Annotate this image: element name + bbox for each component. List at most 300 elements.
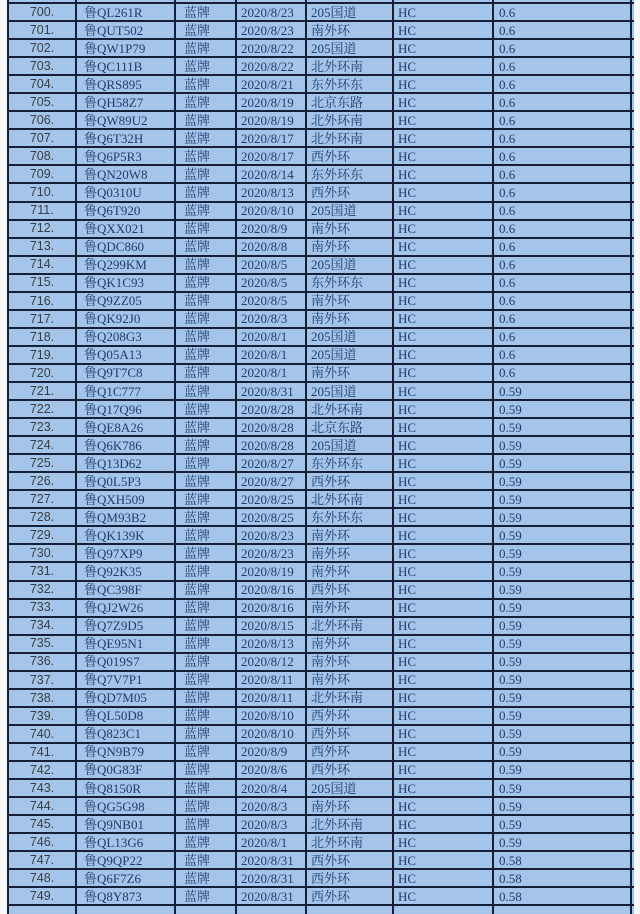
plate-number-cell: 鲁QC111B	[77, 58, 176, 74]
table-row	[9, 582, 634, 600]
pollutant-cell: HC	[394, 275, 494, 291]
date-cell	[237, 906, 307, 914]
plate-number-cell: 鲁QN20W8	[77, 166, 176, 182]
table-row	[9, 401, 634, 419]
value-cell: 0.59	[494, 419, 632, 435]
pollutant-cell: HC	[394, 239, 494, 255]
date-cell: 2020/8/22	[237, 58, 307, 74]
value-cell: 0.59	[494, 473, 632, 489]
date-cell: 2020/8/16	[237, 582, 307, 598]
row-index-cell: 747.	[9, 852, 77, 868]
value-cell: 0.59	[494, 762, 632, 778]
table-row	[9, 383, 634, 401]
pollutant-cell: HC	[394, 582, 494, 598]
plate-type-cell: 蓝牌	[176, 834, 237, 850]
plate-type-cell: 蓝牌	[176, 473, 237, 489]
value-cell: 0.6	[494, 347, 632, 363]
plate-number-cell: 鲁QE95N1	[77, 636, 176, 652]
road-cell: 南外环	[307, 563, 394, 579]
plate-number-cell: 鲁Q823C1	[77, 726, 176, 742]
pollutant-cell: HC	[394, 726, 494, 742]
road-cell: 东外环东	[307, 275, 394, 291]
row-index-cell: 715.	[9, 275, 77, 291]
value-cell: 0.6	[494, 329, 632, 345]
road-cell: 南外环	[307, 221, 394, 237]
pollutant-cell	[394, 0, 494, 2]
date-cell: 2020/8/5	[237, 293, 307, 309]
date-cell: 2020/8/27	[237, 455, 307, 471]
plate-number-cell: 鲁Q6F7Z6	[77, 870, 176, 886]
row-index-cell: 708.	[9, 148, 77, 164]
table-row	[9, 329, 634, 347]
plate-number-cell: 鲁Q9NB01	[77, 816, 176, 832]
road-cell: 南外环	[307, 293, 394, 309]
plate-number-cell	[77, 906, 176, 914]
road-cell: 205国道	[307, 329, 394, 345]
row-index-cell: 703.	[9, 58, 77, 74]
table-row	[9, 257, 634, 275]
value-cell: 0.59	[494, 834, 632, 850]
road-cell: 南外环	[307, 545, 394, 561]
date-cell: 2020/8/25	[237, 491, 307, 507]
row-index-cell: 724.	[9, 437, 77, 453]
row-index-cell: 722.	[9, 401, 77, 417]
road-cell: 西外环	[307, 762, 394, 778]
date-cell: 2020/8/28	[237, 419, 307, 435]
road-cell: 205国道	[307, 40, 394, 56]
date-cell: 2020/8/19	[237, 563, 307, 579]
road-cell: 205国道	[307, 780, 394, 796]
road-cell: 东外环东	[307, 509, 394, 525]
date-cell: 2020/8/14	[237, 166, 307, 182]
table-row	[9, 419, 634, 437]
date-cell: 2020/8/13	[237, 636, 307, 652]
value-cell: 0.59	[494, 672, 632, 688]
row-index-cell: 706.	[9, 112, 77, 128]
row-index-cell: 709.	[9, 166, 77, 182]
data-table	[7, 0, 634, 914]
plate-type-cell: 蓝牌	[176, 437, 237, 453]
pollutant-cell: HC	[394, 491, 494, 507]
plate-type-cell: 蓝牌	[176, 726, 237, 742]
pollutant-cell	[394, 906, 494, 914]
date-cell: 2020/8/21	[237, 76, 307, 92]
plate-type-cell: 蓝牌	[176, 347, 237, 363]
plate-type-cell: 蓝牌	[176, 672, 237, 688]
plate-type-cell: 蓝牌	[176, 22, 237, 38]
row-index-cell	[9, 906, 77, 914]
table-row	[9, 112, 634, 130]
table-row	[9, 58, 634, 76]
road-cell: 北外环南	[307, 401, 394, 417]
road-cell: 205国道	[307, 257, 394, 273]
plate-number-cell: 鲁QH58Z7	[77, 94, 176, 110]
date-cell: 2020/8/10	[237, 726, 307, 742]
value-cell: 0.59	[494, 401, 632, 417]
plate-type-cell: 蓝牌	[176, 852, 237, 868]
row-index-cell: 735.	[9, 636, 77, 652]
pollutant-cell: HC	[394, 852, 494, 868]
pollutant-cell: HC	[394, 130, 494, 146]
value-cell: 0.6	[494, 112, 632, 128]
pollutant-cell: HC	[394, 383, 494, 399]
row-index-cell: 714.	[9, 257, 77, 273]
table-row	[9, 600, 634, 618]
table-row	[9, 744, 634, 762]
table-row	[9, 563, 634, 581]
plate-number-cell: 鲁Q0310U	[77, 184, 176, 200]
plate-number-cell: 鲁QN9B79	[77, 744, 176, 760]
pollutant-cell: HC	[394, 888, 494, 904]
value-cell: 0.6	[494, 239, 632, 255]
row-index-cell: 749.	[9, 888, 77, 904]
plate-type-cell: 蓝牌	[176, 112, 237, 128]
value-cell: 0.59	[494, 780, 632, 796]
plate-type-cell: 蓝牌	[176, 762, 237, 778]
value-cell: 0.59	[494, 563, 632, 579]
table-row	[9, 166, 634, 184]
row-index-cell: 746.	[9, 834, 77, 850]
value-cell: 0.58	[494, 888, 632, 904]
road-cell	[307, 0, 394, 2]
pollutant-cell: HC	[394, 401, 494, 417]
plate-type-cell: 蓝牌	[176, 708, 237, 724]
pollutant-cell: HC	[394, 347, 494, 363]
plate-number-cell	[77, 0, 176, 2]
table-row	[9, 708, 634, 726]
row-index-cell: 718.	[9, 329, 77, 345]
road-cell: 北外环南	[307, 58, 394, 74]
road-cell: 北外环南	[307, 491, 394, 507]
road-cell: 西外环	[307, 888, 394, 904]
date-cell: 2020/8/3	[237, 816, 307, 832]
value-cell: 0.59	[494, 600, 632, 616]
pollutant-cell: HC	[394, 672, 494, 688]
road-cell: 南外环	[307, 654, 394, 670]
value-cell: 0.6	[494, 293, 632, 309]
pollutant-cell: HC	[394, 184, 494, 200]
plate-number-cell: 鲁Q9ZZ05	[77, 293, 176, 309]
row-index-cell: 704.	[9, 76, 77, 92]
date-cell: 2020/8/23	[237, 527, 307, 543]
row-index-cell: 720.	[9, 365, 77, 381]
plate-number-cell: 鲁QM93B2	[77, 509, 176, 525]
pollutant-cell: HC	[394, 329, 494, 345]
value-cell: 0.59	[494, 708, 632, 724]
table-row	[9, 852, 634, 870]
date-cell: 2020/8/11	[237, 690, 307, 706]
plate-number-cell: 鲁Q17Q96	[77, 401, 176, 417]
table-row	[9, 870, 634, 888]
plate-type-cell	[176, 0, 237, 2]
pollutant-cell: HC	[394, 816, 494, 832]
date-cell: 2020/8/22	[237, 40, 307, 56]
road-cell: 西外环	[307, 473, 394, 489]
date-cell: 2020/8/31	[237, 870, 307, 886]
row-index-cell: 701.	[9, 22, 77, 38]
value-cell: 0.6	[494, 40, 632, 56]
road-cell: 北外环南	[307, 834, 394, 850]
row-index-cell: 716.	[9, 293, 77, 309]
plate-number-cell: 鲁QE8A26	[77, 419, 176, 435]
row-index-cell: 745.	[9, 816, 77, 832]
value-cell: 0.6	[494, 203, 632, 219]
row-index-cell: 725.	[9, 455, 77, 471]
plate-type-cell: 蓝牌	[176, 419, 237, 435]
road-cell: 北外环南	[307, 130, 394, 146]
row-index-cell: 707.	[9, 130, 77, 146]
table-row	[9, 780, 634, 798]
table-row	[9, 473, 634, 491]
pollutant-cell: HC	[394, 780, 494, 796]
table-row	[9, 509, 634, 527]
value-cell: 0.59	[494, 618, 632, 634]
table-row	[9, 22, 634, 40]
pollutant-cell: HC	[394, 636, 494, 652]
plate-type-cell: 蓝牌	[176, 94, 237, 110]
pollutant-cell: HC	[394, 708, 494, 724]
plate-number-cell: 鲁Q92K35	[77, 563, 176, 579]
plate-type-cell: 蓝牌	[176, 582, 237, 598]
road-cell: 南外环	[307, 22, 394, 38]
plate-number-cell: 鲁Q1C777	[77, 383, 176, 399]
pollutant-cell: HC	[394, 690, 494, 706]
road-cell	[307, 906, 394, 914]
value-cell: 0.6	[494, 275, 632, 291]
pollutant-cell: HC	[394, 257, 494, 273]
pollutant-cell: HC	[394, 419, 494, 435]
table-row	[9, 203, 634, 221]
table-row	[9, 184, 634, 202]
table-row	[9, 527, 634, 545]
plate-number-cell: 鲁QUT502	[77, 22, 176, 38]
date-cell: 2020/8/25	[237, 509, 307, 525]
road-cell: 北京东路	[307, 419, 394, 435]
value-cell: 0.6	[494, 257, 632, 273]
table-row	[9, 347, 634, 365]
road-cell: 北外环南	[307, 618, 394, 634]
row-index-cell: 729.	[9, 527, 77, 543]
date-cell: 2020/8/10	[237, 203, 307, 219]
plate-number-cell: 鲁Q97XP9	[77, 545, 176, 561]
value-cell: 0.6	[494, 94, 632, 110]
value-cell: 0.6	[494, 76, 632, 92]
table-row	[9, 816, 634, 834]
plate-type-cell: 蓝牌	[176, 184, 237, 200]
road-cell: 205国道	[307, 347, 394, 363]
plate-number-cell: 鲁Q6T32H	[77, 130, 176, 146]
plate-number-cell: 鲁QW89U2	[77, 112, 176, 128]
value-cell: 0.59	[494, 383, 632, 399]
plate-type-cell: 蓝牌	[176, 130, 237, 146]
pollutant-cell: HC	[394, 762, 494, 778]
plate-number-cell: 鲁QXX021	[77, 221, 176, 237]
plate-type-cell: 蓝牌	[176, 58, 237, 74]
plate-number-cell: 鲁Q9T7C8	[77, 365, 176, 381]
date-cell: 2020/8/11	[237, 672, 307, 688]
row-index-cell: 736.	[9, 654, 77, 670]
pollutant-cell: HC	[394, 834, 494, 850]
plate-type-cell: 蓝牌	[176, 527, 237, 543]
plate-type-cell: 蓝牌	[176, 275, 237, 291]
pollutant-cell: HC	[394, 437, 494, 453]
row-index-cell: 721.	[9, 383, 77, 399]
road-cell: 西外环	[307, 744, 394, 760]
row-index-cell: 730.	[9, 545, 77, 561]
value-cell: 0.6	[494, 58, 632, 74]
row-index-cell: 733.	[9, 600, 77, 616]
plate-number-cell: 鲁Q6K786	[77, 437, 176, 453]
road-cell: 南外环	[307, 798, 394, 814]
value-cell: 0.59	[494, 527, 632, 543]
date-cell: 2020/8/31	[237, 852, 307, 868]
plate-type-cell: 蓝牌	[176, 329, 237, 345]
row-index-cell: 738.	[9, 690, 77, 706]
plate-type-cell: 蓝牌	[176, 744, 237, 760]
pollutant-cell: HC	[394, 545, 494, 561]
value-cell: 0.59	[494, 582, 632, 598]
plate-number-cell: 鲁Q8Y873	[77, 888, 176, 904]
plate-type-cell: 蓝牌	[176, 4, 237, 20]
pollutant-cell: HC	[394, 870, 494, 886]
value-cell: 0.6	[494, 166, 632, 182]
road-cell: 北京东路	[307, 94, 394, 110]
road-cell: 西外环	[307, 870, 394, 886]
plate-type-cell: 蓝牌	[176, 618, 237, 634]
plate-type-cell: 蓝牌	[176, 239, 237, 255]
row-index-cell: 705.	[9, 94, 77, 110]
plate-number-cell: 鲁QXH509	[77, 491, 176, 507]
plate-number-cell: 鲁Q7Z9D5	[77, 618, 176, 634]
pollutant-cell: HC	[394, 365, 494, 381]
plate-number-cell: 鲁Q13D62	[77, 455, 176, 471]
plate-number-cell: 鲁Q7V7P1	[77, 672, 176, 688]
pollutant-cell: HC	[394, 203, 494, 219]
road-cell: 北外环南	[307, 816, 394, 832]
plate-number-cell: 鲁Q05A13	[77, 347, 176, 363]
plate-number-cell: 鲁Q299KM	[77, 257, 176, 273]
date-cell: 2020/8/23	[237, 22, 307, 38]
date-cell: 2020/8/28	[237, 401, 307, 417]
plate-number-cell: 鲁Q019S7	[77, 654, 176, 670]
plate-number-cell: 鲁Q0L5P3	[77, 473, 176, 489]
table-row-partial-bottom	[9, 906, 634, 914]
plate-number-cell: 鲁Q0G83F	[77, 762, 176, 778]
value-cell: 0.6	[494, 130, 632, 146]
plate-number-cell: 鲁QK1C93	[77, 275, 176, 291]
table-row	[9, 455, 634, 473]
date-cell: 2020/8/5	[237, 275, 307, 291]
pollutant-cell: HC	[394, 112, 494, 128]
row-index-cell: 742.	[9, 762, 77, 778]
plate-type-cell: 蓝牌	[176, 780, 237, 796]
value-cell: 0.59	[494, 726, 632, 742]
value-cell: 0.6	[494, 311, 632, 327]
road-cell: 西外环	[307, 726, 394, 742]
road-cell: 西外环	[307, 582, 394, 598]
table-row	[9, 148, 634, 166]
plate-type-cell: 蓝牌	[176, 816, 237, 832]
plate-number-cell: 鲁QRS895	[77, 76, 176, 92]
road-cell: 南外环	[307, 636, 394, 652]
plate-type-cell: 蓝牌	[176, 690, 237, 706]
pollutant-cell: HC	[394, 473, 494, 489]
plate-type-cell: 蓝牌	[176, 654, 237, 670]
plate-type-cell: 蓝牌	[176, 76, 237, 92]
value-cell: 0.59	[494, 636, 632, 652]
plate-type-cell: 蓝牌	[176, 798, 237, 814]
road-cell: 205国道	[307, 4, 394, 20]
value-cell: 0.6	[494, 148, 632, 164]
plate-type-cell: 蓝牌	[176, 888, 237, 904]
road-cell: 西外环	[307, 148, 394, 164]
date-cell: 2020/8/15	[237, 618, 307, 634]
date-cell: 2020/8/31	[237, 888, 307, 904]
table-row	[9, 618, 634, 636]
date-cell: 2020/8/4	[237, 780, 307, 796]
plate-type-cell: 蓝牌	[176, 509, 237, 525]
plate-type-cell: 蓝牌	[176, 600, 237, 616]
row-index-cell: 717.	[9, 311, 77, 327]
value-cell: 0.59	[494, 816, 632, 832]
date-cell: 2020/8/1	[237, 347, 307, 363]
road-cell: 南外环	[307, 600, 394, 616]
row-index-cell: 737.	[9, 672, 77, 688]
date-cell: 2020/8/1	[237, 834, 307, 850]
date-cell: 2020/8/28	[237, 437, 307, 453]
table-row	[9, 545, 634, 563]
plate-number-cell: 鲁QG5G98	[77, 798, 176, 814]
plate-type-cell: 蓝牌	[176, 311, 237, 327]
row-index-cell: 727.	[9, 491, 77, 507]
table-row	[9, 690, 634, 708]
row-index-cell: 700.	[9, 4, 77, 20]
road-cell: 205国道	[307, 383, 394, 399]
plate-number-cell: 鲁QW1P79	[77, 40, 176, 56]
row-index-cell: 710.	[9, 184, 77, 200]
plate-type-cell: 蓝牌	[176, 166, 237, 182]
road-cell: 东外环东	[307, 76, 394, 92]
plate-type-cell: 蓝牌	[176, 491, 237, 507]
table-row	[9, 221, 634, 239]
value-cell: 0.58	[494, 852, 632, 868]
row-index-cell: 732.	[9, 582, 77, 598]
plate-number-cell: 鲁Q6P5R3	[77, 148, 176, 164]
table-row	[9, 636, 634, 654]
road-cell: 南外环	[307, 672, 394, 688]
table-row	[9, 365, 634, 383]
table-row	[9, 437, 634, 455]
plate-type-cell: 蓝牌	[176, 293, 237, 309]
pollutant-cell: HC	[394, 618, 494, 634]
row-index-cell: 740.	[9, 726, 77, 742]
road-cell: 东外环东	[307, 455, 394, 471]
date-cell: 2020/8/16	[237, 600, 307, 616]
date-cell: 2020/8/23	[237, 4, 307, 20]
plate-type-cell	[176, 906, 237, 914]
date-cell: 2020/8/13	[237, 184, 307, 200]
pollutant-cell: HC	[394, 311, 494, 327]
road-cell: 南外环	[307, 239, 394, 255]
road-cell: 南外环	[307, 527, 394, 543]
date-cell: 2020/8/1	[237, 329, 307, 345]
value-cell: 0.59	[494, 690, 632, 706]
road-cell: 205国道	[307, 203, 394, 219]
road-cell: 南外环	[307, 311, 394, 327]
table-row	[9, 293, 634, 311]
row-index-cell: 739.	[9, 708, 77, 724]
pollutant-cell: HC	[394, 22, 494, 38]
